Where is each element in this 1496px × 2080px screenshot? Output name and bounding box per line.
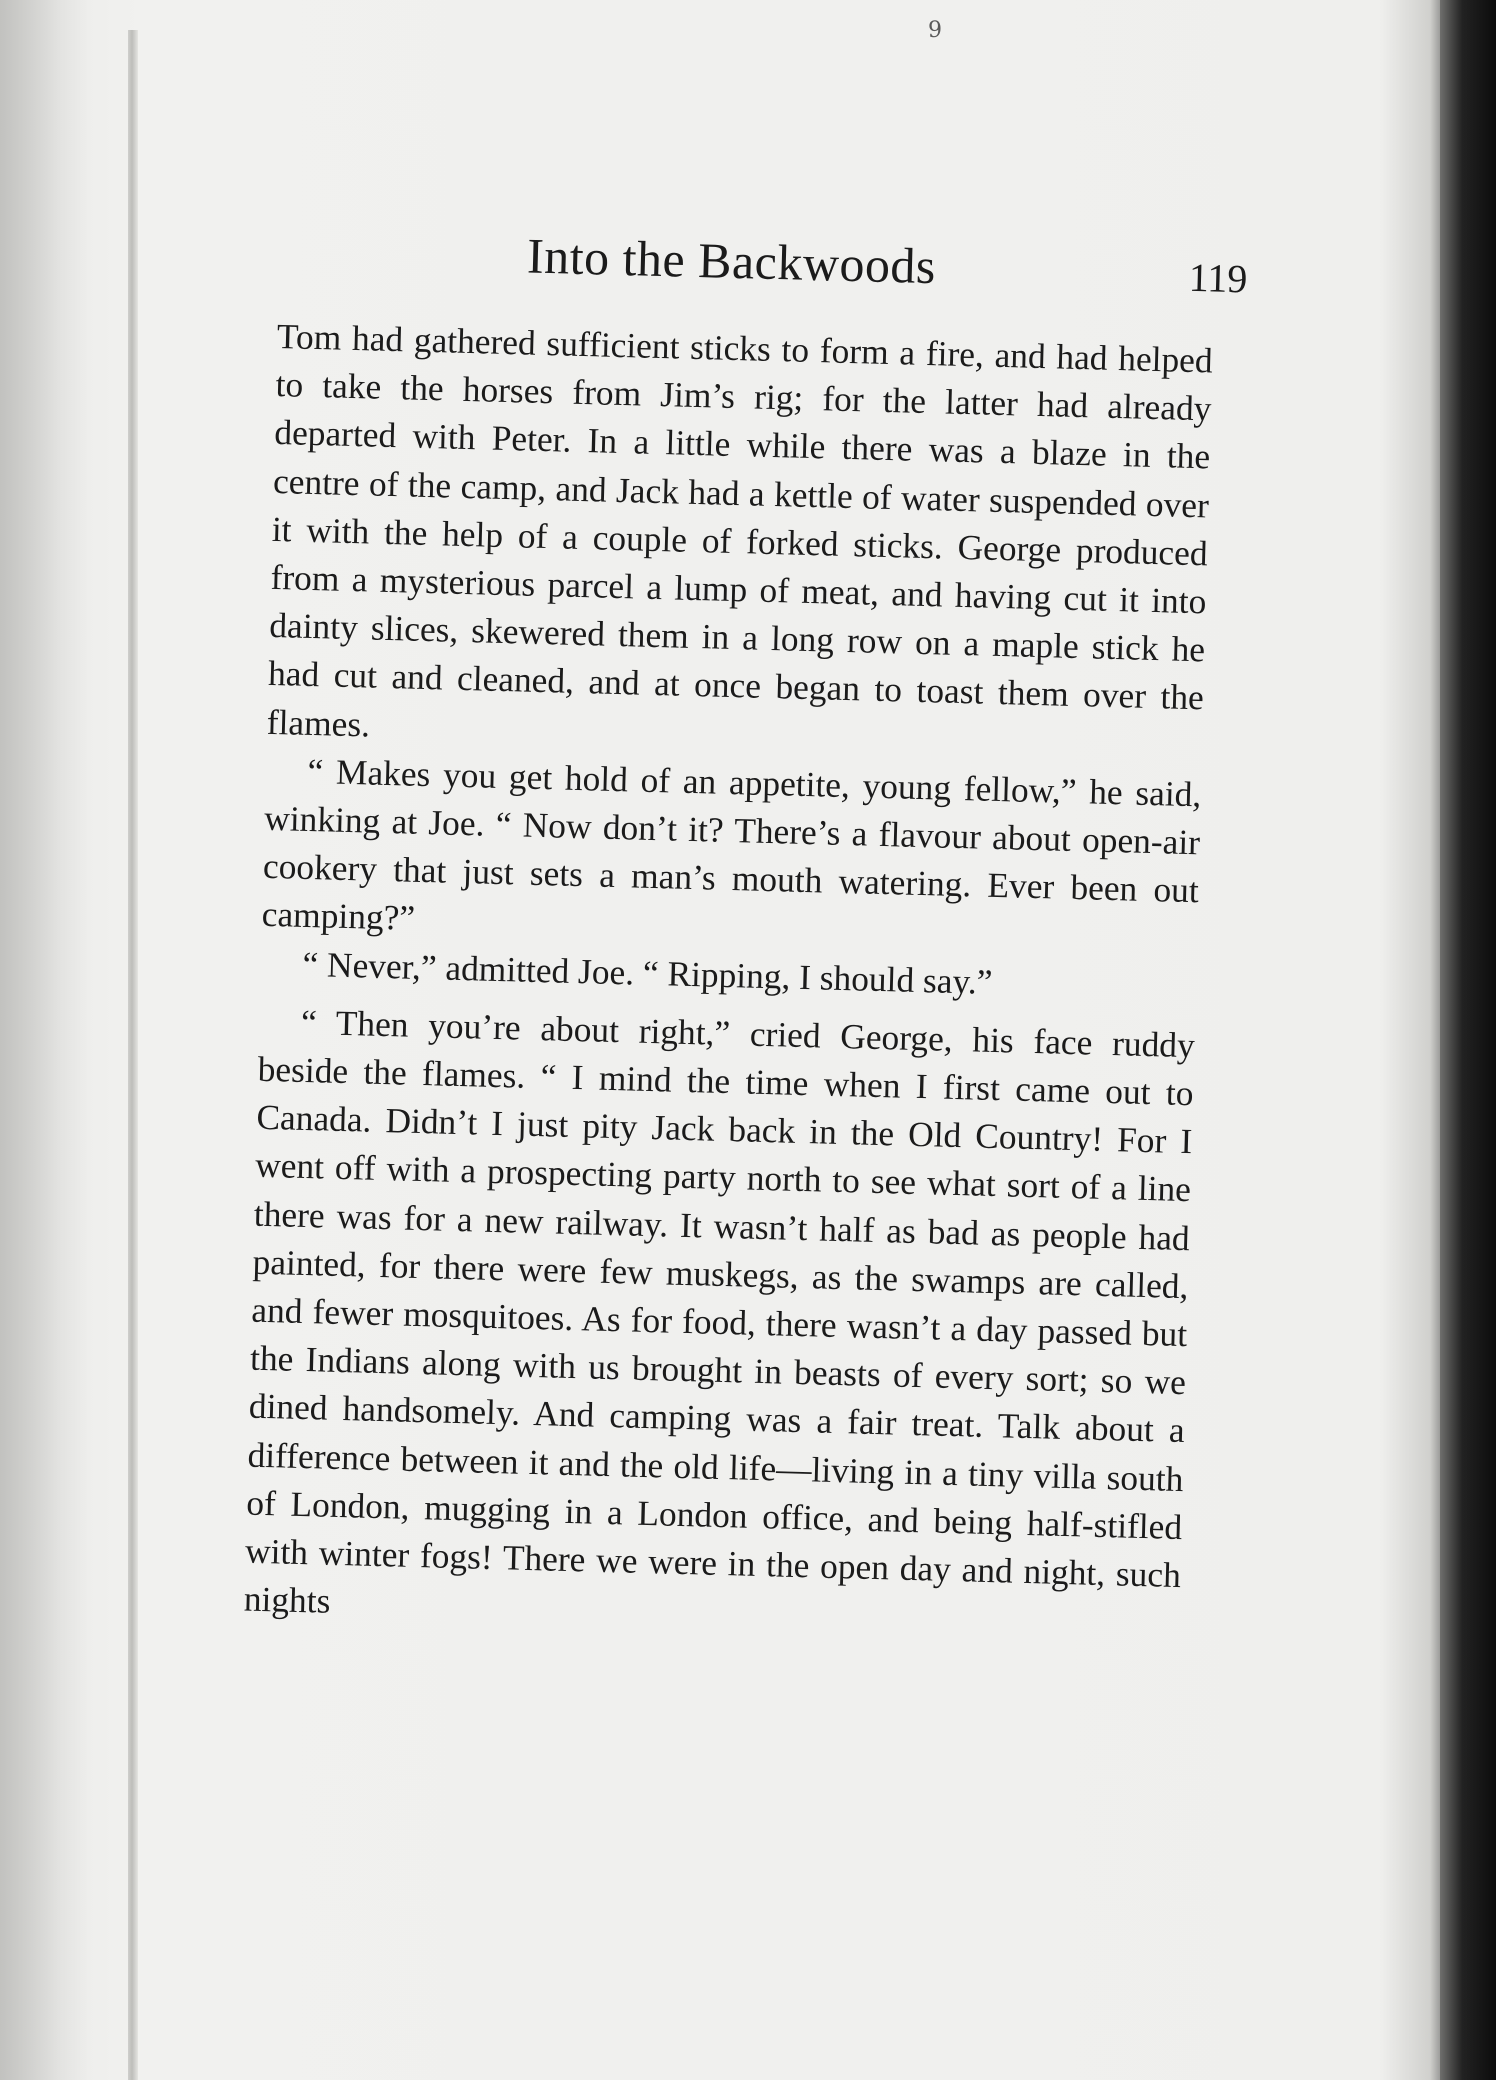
paragraph: “ Never,” admitted Joe. “ Ripping, I should say.”	[302, 943, 993, 1002]
paragraph: “ Makes you get hold of an appetite, young fellow,” he said, winking at Joe. “ Now don’t it? There’s a flavour about open-air cookery that just sets a man’s mouth watering. Ever been out camping?”	[261, 750, 1202, 939]
body-text	[243, 312, 1213, 1648]
spine-shadow	[0, 0, 90, 2080]
page-number: 119	[1188, 254, 1248, 302]
paragraph: “ Then you’re about right,” cried George, his face ruddy beside the flames. “ I mind the time when I first came out to Canada. Didn’t I just pity Jack back in the Old Country! For I went off with a prospecting party north to see what sort of a line there was for a new railway. It wasn’t half as bad as people had painted, for there were few muskegs, as the swamps are called, and fewer mosquitoes. As for food, there wasn’t a day passed but the Indians along with us brought in beasts of every sort; so we dined handsomely. And camping was a fair treat. Talk about a difference between it and the old life—living in a tiny villa south of London, mugging in a London office, and being half-stifled with winter fogs! There we were in the open day and night, such nights	[243, 1001, 1196, 1622]
paragraph: Tom had gathered sufficient sticks to form a fire, and had helped to take the horses from Jim’s rig; for the latter had already departed with Peter. In a little while there was a blaze in the centre of the camp, and Jack had a kettle of water suspended over it with the help of a couple of forked sticks. George produced from a mysterious parcel a lump of meat, and having cut it into dainty slices, skewered them in a long row on a maple stick he had cut and cleaned, and at once began to toast them over the flames.	[266, 315, 1214, 745]
running-head-title: Into the Backwoods	[526, 227, 937, 295]
scan-mark: 9	[928, 18, 942, 43]
scan-border-right	[1440, 0, 1496, 2080]
book-page	[238, 220, 1250, 1845]
page-edge-line	[128, 30, 138, 2080]
